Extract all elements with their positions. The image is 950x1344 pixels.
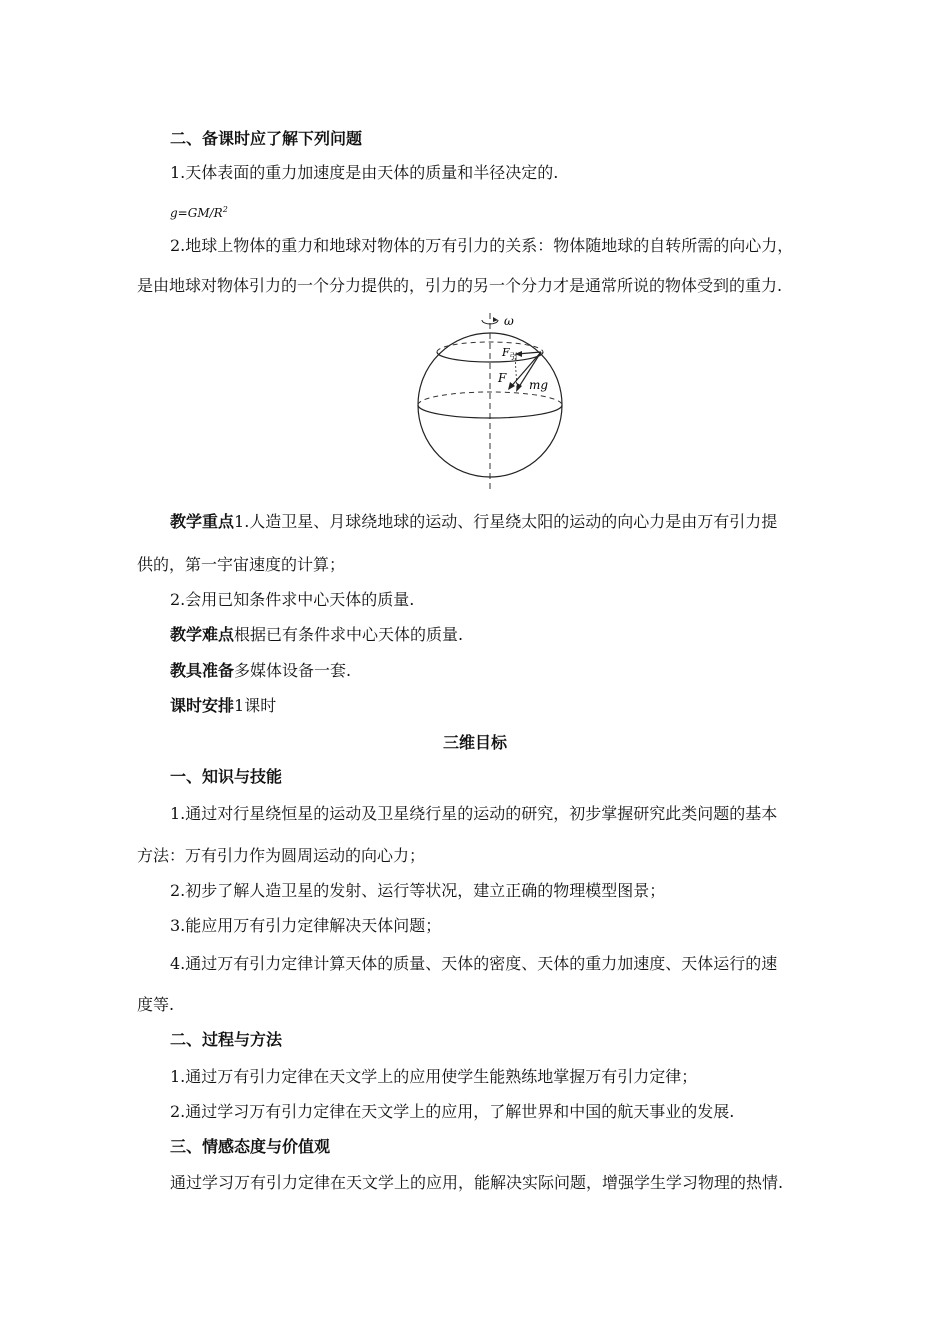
schedule-line bbox=[170, 696, 850, 716]
knowledge-item-2: 2.初步了解人造卫星的发射、运行等状况，建立正确的物理模型图景； bbox=[170, 881, 666, 900]
process-item-1: 1.通过万有引力定律在天文学上的应用使学生能熟练地掌握万有引力定律； bbox=[170, 1067, 698, 1086]
section-heading-prep: 二、备课时应了解下列问题 bbox=[170, 129, 363, 148]
key-points-line1 bbox=[170, 512, 850, 532]
f-yin-label bbox=[501, 346, 518, 361]
formula-text: g=GM/R bbox=[170, 206, 223, 220]
key-points-label: 教学重点 bbox=[170, 512, 235, 531]
schedule-label: 课时安排 bbox=[170, 696, 235, 715]
process-item-2: 2.通过学习万有引力定律在天文学上的应用，了解世界和中国的航天事业的发展. bbox=[170, 1102, 735, 1121]
difficulty-label: 教学难点 bbox=[170, 625, 235, 644]
key-points-line3: 2.会用已知条件求中心天体的质量. bbox=[170, 590, 415, 609]
earth-gravity-diagram bbox=[405, 310, 575, 495]
f-label: F bbox=[498, 371, 507, 385]
equipment-line bbox=[170, 661, 850, 681]
difficulty-line bbox=[170, 625, 850, 645]
omega-label: ω bbox=[504, 314, 514, 328]
schedule-text: 1课时 bbox=[234, 696, 277, 715]
knowledge-item-4-line1: 4.通过万有引力定律计算天体的质量、天体的密度、天体的重力加速度、天体运行的速 bbox=[170, 954, 778, 973]
objectives-title: 三维目标 bbox=[442, 733, 507, 752]
prep-item-2-line1: 2.地球上物体的重力和地球对物体的万有引力的关系：物体随地球的自转所需的向心力， bbox=[170, 236, 794, 255]
f-yin-subscript: 引 bbox=[509, 352, 518, 361]
equipment-text: 多媒体设备一套. bbox=[234, 661, 352, 680]
emotion-item-1: 通过学习万有引力定律在天文学上的应用，能解决实际问题，增强学生学习物理的热情. bbox=[170, 1173, 784, 1192]
key-points-text-1: 1.人造卫星、月球绕地球的运动、行星绕太阳的运动的向心力是由万有引力提 bbox=[234, 512, 778, 531]
equipment-label: 教具准备 bbox=[170, 661, 235, 680]
gravity-formula bbox=[170, 200, 850, 223]
knowledge-item-4-line2: 度等. bbox=[137, 995, 175, 1014]
f-yin-letter: F bbox=[502, 346, 510, 359]
knowledge-item-3: 3.能应用万有引力定律解决天体问题； bbox=[170, 916, 442, 935]
key-points-line2: 供的，第一宇宙速度的计算； bbox=[137, 555, 346, 574]
mg-label: mg bbox=[529, 378, 549, 392]
difficulty-text: 根据已有条件求中心天体的质量. bbox=[234, 625, 464, 644]
process-heading: 二、过程与方法 bbox=[170, 1030, 283, 1049]
knowledge-heading: 一、知识与技能 bbox=[170, 767, 283, 786]
knowledge-item-1-line1: 1.通过对行星绕恒星的运动及卫星绕行星的运动的研究，初步掌握研究此类问题的基本 bbox=[170, 804, 778, 823]
emotion-heading: 三、情感态度与价值观 bbox=[170, 1137, 331, 1156]
formula-exponent: 2 bbox=[222, 205, 228, 214]
prep-item-1: 1.天体表面的重力加速度是由天体的质量和半径决定的. bbox=[170, 163, 559, 182]
knowledge-item-1-line2: 方法：万有引力作为圆周运动的向心力； bbox=[137, 846, 426, 865]
prep-item-2-line2: 是由地球对物体引力的一个分力提供的，引力的另一个分力才是通常所说的物体受到的重力. bbox=[137, 276, 783, 295]
